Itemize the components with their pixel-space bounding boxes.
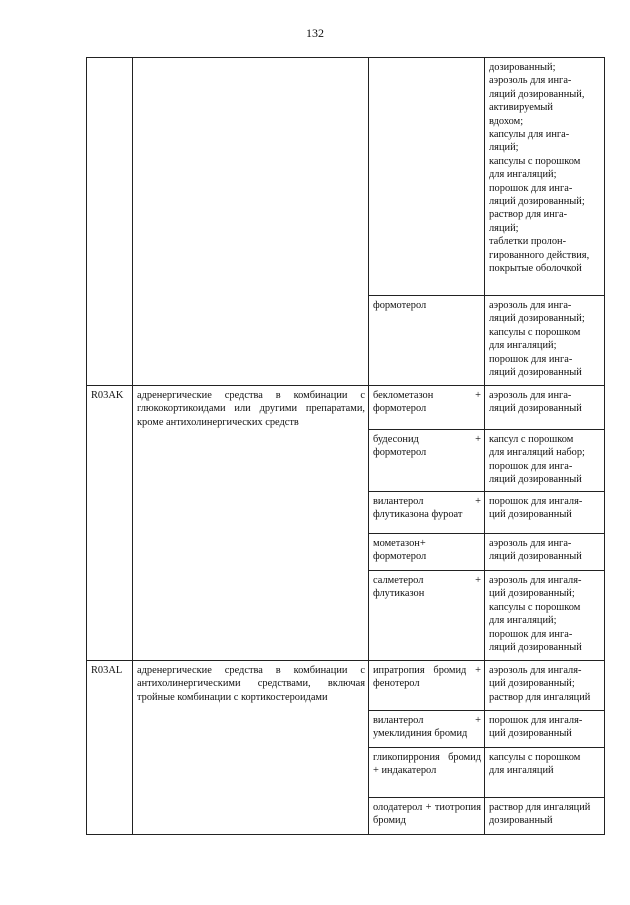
table-row	[87, 58, 605, 296]
dosage-form-line: капсулы для инга-	[489, 129, 570, 141]
dosage-form-line: капсулы с порошком	[489, 155, 581, 167]
group-description-cell: адренергические средства в комбинации с антихолинергическими средствами, включая тройные комбинации с кортикостероидами	[133, 661, 369, 835]
table-row	[87, 661, 605, 711]
dosage-form-line: покрытые оболочкой	[489, 263, 582, 275]
dosage-form-line: для ингаляций	[489, 765, 554, 777]
dosage-forms-cell	[485, 430, 605, 492]
drug-name-cell: салметерол + флутиказон	[369, 571, 485, 661]
dosage-form-line: аэрозоль для ингаля-	[489, 575, 582, 586]
drug-name-cell: будесонид + формотерол	[369, 430, 485, 492]
dosage-form-line: ций дозированный	[489, 509, 572, 521]
dosage-form-line: раствор для инга-	[489, 209, 568, 221]
dosage-form-line: дозированный	[489, 815, 553, 827]
dosage-form-line: капсулы с порошком	[489, 752, 581, 763]
dosage-form-line: порошок для инга-	[489, 460, 573, 472]
dosage-forms-cell	[485, 798, 605, 835]
dosage-form-line: ляций дозированный	[489, 403, 582, 415]
drug-name-cell: гликопиррония бромид + индакатерол	[369, 748, 485, 798]
dosage-form-line: капсулы с порошком	[489, 326, 581, 338]
drug-name-cell: вилантерол + флутиказона фуроат	[369, 492, 485, 534]
dosage-form-line: аэрозоль для ингаля-	[489, 665, 582, 676]
dosage-form-line: раствор для ингаляций	[489, 802, 591, 813]
drug-name-cell: беклометазон + формотерол	[369, 386, 485, 430]
dosage-forms-cell	[485, 534, 605, 571]
dosage-form-line: аэрозоль для инга-	[489, 300, 572, 311]
dosage-form-line: ляций дозированный;	[489, 313, 585, 325]
drug-name-cell: олодатерол + тиотропия бромид	[369, 798, 485, 835]
dosage-form-line: ляций дозированный	[489, 474, 582, 486]
dosage-form-line: активируемый	[489, 102, 553, 114]
dosage-form-line: ций дозированный;	[489, 678, 575, 690]
dosage-forms-cell	[485, 386, 605, 430]
drug-name-cell: вилантерол + умеклидиния бромид	[369, 711, 485, 748]
dosage-form-line: ляций;	[489, 222, 519, 234]
dosage-form-line: аэрозоль для инга-	[489, 75, 572, 87]
dosage-form-line: вдохом;	[489, 115, 524, 127]
dosage-form-line: порошок для инга-	[489, 182, 573, 194]
dosage-forms-cell	[485, 58, 605, 296]
dosage-form-line: для ингаляций набор;	[489, 447, 585, 459]
dosage-form-line: капсул с порошком	[489, 434, 574, 445]
dosage-forms-cell	[485, 571, 605, 661]
atc-code-cell: R03AK	[87, 386, 133, 661]
dosage-form-line: порошок для ингаля-	[489, 715, 583, 726]
drug-name-cell: ипратропия бромид + фенотерол	[369, 661, 485, 711]
dosage-form-line: раствор для ингаляций	[489, 691, 591, 703]
dosage-form-line: порошок для ингаля-	[489, 496, 583, 507]
dosage-form-line: ляций дозированный,	[489, 88, 585, 100]
dosage-form-line: ляций;	[489, 142, 519, 154]
dosage-form-line: ляций дозированный	[489, 367, 582, 379]
dosage-form-line: ляций дозированный;	[489, 196, 585, 208]
dosage-forms-cell	[485, 296, 605, 386]
drug-name-cell: мометазон+ формотерол	[369, 534, 485, 571]
atc-code-cell: R03AL	[87, 661, 133, 835]
drug-name-cell	[369, 58, 485, 296]
dosage-forms-cell	[485, 748, 605, 798]
atc-code-cell	[87, 58, 133, 386]
dosage-form-line: аэрозоль для инга-	[489, 538, 572, 549]
drug-name-cell: формотерол	[369, 296, 485, 386]
dosage-form-line: для ингаляций;	[489, 615, 557, 627]
dosage-form-line: для ингаляций;	[489, 169, 557, 181]
dosage-form-line: порошок для инга-	[489, 628, 573, 640]
dosage-form-line: ций дозированный	[489, 728, 572, 740]
dosage-forms-cell	[485, 661, 605, 711]
dosage-form-line: ляций дозированный	[489, 642, 582, 654]
dosage-form-line: гированного действия,	[489, 249, 590, 261]
dosage-form-line: ций дозированный;	[489, 588, 575, 600]
dosage-forms-cell	[485, 711, 605, 748]
dosage-form-line: для ингаляций;	[489, 340, 557, 352]
group-description-cell	[133, 58, 369, 386]
dosage-form-line: порошок для инга-	[489, 353, 573, 365]
table-row	[87, 386, 605, 430]
dosage-form-line: таблетки пролон-	[489, 236, 567, 248]
dosage-form-line: капсулы с порошком	[489, 601, 581, 613]
group-description-cell: адренергические средства в комбинации с глюкокортикоидами или другими препаратами, кроме антихолинергических средств	[133, 386, 369, 661]
dosage-forms-cell	[485, 492, 605, 534]
drug-table	[86, 57, 605, 835]
dosage-form-line: ляций дозированный	[489, 551, 582, 563]
dosage-form-line: аэрозоль для инга-	[489, 390, 572, 401]
dosage-form-line: дозированный;	[489, 62, 556, 73]
page-number: 132	[306, 26, 324, 40]
